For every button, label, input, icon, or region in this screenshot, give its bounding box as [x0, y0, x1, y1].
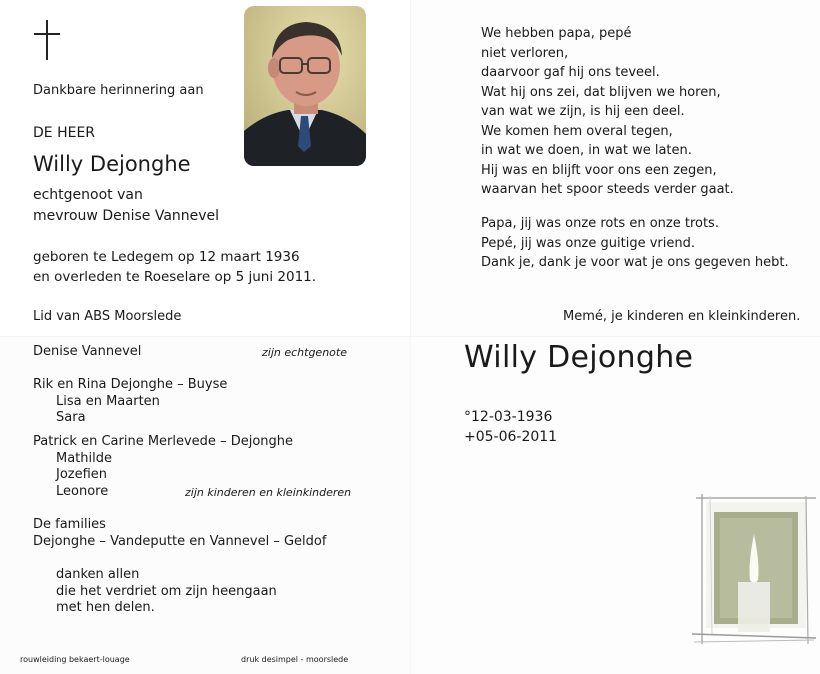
poem-line: Papa, jij was onze rots en onze trots. [481, 216, 719, 231]
footer-funeral-director: rouwleiding bekaert-louage [20, 655, 130, 664]
poem-line: Pepé, jij was onze guitige vriend. [481, 235, 695, 251]
poem-signature: Memé, je kinderen en kleinkinderen. [563, 309, 801, 324]
cross-icon [46, 20, 48, 60]
back-born-date: °12-03-1936 [464, 409, 553, 425]
families-names: Dejonghe – Vandeputte en Vannevel – Geldof [33, 534, 327, 549]
born-line: geboren te Ledegem op 12 maart 1936 [33, 249, 300, 265]
back-name: Willy Dejonghe [464, 340, 694, 375]
family2-child: Jozefien [56, 467, 108, 482]
family1-parents: Rik en Rina Dejonghe – Buyse [33, 377, 228, 392]
poem-line: van wat we zijn, is hij een deel. [481, 104, 685, 119]
poem-line: daarvoor gaf hij ons teveel. [481, 65, 660, 80]
thanks-line: met hen delen. [56, 600, 155, 615]
poem-line: We komen hem overal tegen, [481, 123, 673, 139]
poem-line: Hij was en blijft voor ons een zegen, [481, 162, 717, 178]
family2-parents: Patrick en Carine Merlevede – Dejonghe [33, 434, 293, 449]
died-line: en overleden te Roeselare op 5 juni 2011. [33, 269, 317, 285]
family2-child: Mathilde [56, 451, 112, 466]
thanks-line: danken allen [56, 567, 140, 582]
portrait-photo [244, 6, 366, 166]
header-line: Dankbare herinnering aan [33, 83, 204, 98]
family1-child: Sara [56, 410, 86, 425]
poem-line: Wat hij ons zei, dat blijven we horen, [481, 84, 721, 100]
cross-icon-bar [34, 33, 60, 35]
card-front-panel [0, 0, 410, 336]
family1-child: Lisa en Maarten [56, 394, 160, 409]
poem-line: We hebben papa, pepé [481, 26, 632, 41]
poem-line: in wat we doen, in wat we laten. [481, 143, 692, 158]
back-died-date: +05-06-2011 [464, 429, 558, 445]
families-label: De families [33, 517, 106, 532]
poem-panel [411, 0, 820, 336]
candle-illustration [692, 494, 816, 647]
thanks-line: die het verdriet om zijn heengaan [56, 584, 277, 599]
family-panel [0, 337, 410, 674]
deceased-name: Willy Dejonghe [33, 152, 191, 176]
spouse-prefix: echtgenoot van [33, 187, 143, 203]
poem-stanza-1 [481, 24, 734, 200]
poem-line: niet verloren, [481, 45, 569, 61]
membership: Lid van ABS Moorslede [33, 309, 182, 324]
family-spouse: Denise Vannevel [33, 344, 142, 359]
kids-role: zijn kinderen en kleinkinderen [185, 486, 352, 499]
family2-child: Leonore [56, 484, 109, 499]
poem-line: waarvan het spoor steeds verder gaat. [481, 182, 734, 197]
spouse-name: mevrouw Denise Vannevel [33, 208, 220, 224]
title: DE HEER [33, 125, 96, 141]
spouse-role: zijn echtgenote [262, 346, 347, 359]
poem-line: Dank je, dank je voor wat je ons gegeven hebt. [481, 255, 789, 270]
poem-stanza-2 [481, 214, 789, 273]
footer-printer: druk desimpel - moorslede [241, 655, 349, 664]
